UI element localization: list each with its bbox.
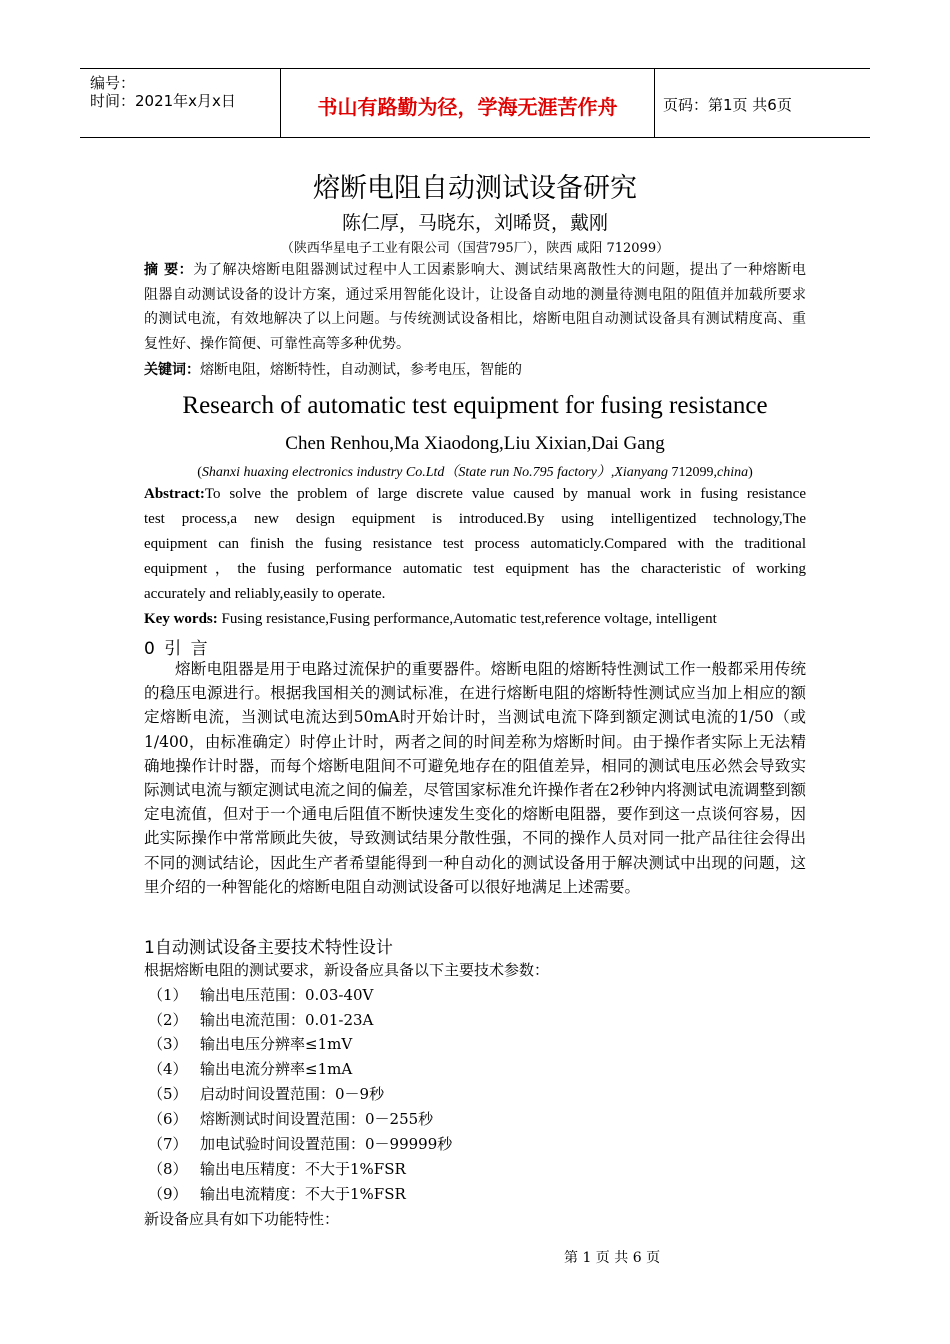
spec-item bbox=[148, 1058, 352, 1079]
spec-item bbox=[148, 1033, 352, 1054]
spec-item bbox=[148, 1108, 433, 1129]
abstract-en-line: accurately and reliably,easily to operate. bbox=[144, 586, 386, 602]
spec-item-text: 输出电压精度：不大于1%FSR bbox=[200, 1160, 406, 1178]
affiliation-en-country: china bbox=[717, 465, 749, 480]
abstract-en-line: equipment can finish the fusing resistance test process automaticly.Compared with the traditional bbox=[144, 536, 806, 552]
header-middle-cell bbox=[281, 69, 655, 137]
abstract-cn-line: 阻器自动测试设备的设计方案，通过采用智能化设计，让设备自动地的测量待测电阻的阻值并加载所要求 bbox=[144, 286, 806, 303]
spec-item-text: 输出电流分辨率≤1mA bbox=[200, 1060, 353, 1078]
number-label: 编号： bbox=[90, 74, 136, 92]
affiliation-en bbox=[0, 461, 950, 481]
header-motto: 书山有路勤为径，学海无涯苦作舟 bbox=[317, 95, 618, 119]
spec-item bbox=[148, 1083, 384, 1104]
spec-item-number: （1） bbox=[148, 986, 188, 1004]
spec-item-number: （7） bbox=[148, 1135, 188, 1153]
document-header bbox=[80, 68, 870, 138]
spec-item-text: 输出电压范围：0.03-40V bbox=[200, 986, 374, 1004]
affiliation-en-zip: 712099, bbox=[668, 465, 717, 480]
spec-item bbox=[148, 1158, 406, 1179]
spec-item bbox=[148, 1009, 373, 1030]
spec-item-text: 加电试验时间设置范围：0－99999秒 bbox=[200, 1135, 453, 1153]
spec-item-text: 熔断测试时间设置范围：0－255秒 bbox=[200, 1110, 434, 1128]
spec-item-text: 输出电流精度：不大于1%FSR bbox=[200, 1185, 406, 1203]
spec-item-text: 输出电压分辨率≤1mV bbox=[200, 1035, 353, 1053]
abstract-en bbox=[144, 482, 806, 607]
keywords-cn-text: 熔断电阻，熔断特性，自动测试，参考电压，智能的 bbox=[200, 362, 522, 378]
spec-item-number: （4） bbox=[148, 1060, 188, 1078]
spec-item-number: （3） bbox=[148, 1035, 188, 1053]
spec-item-number: （8） bbox=[148, 1160, 188, 1178]
title-en: Research of automatic test equipment for fusing resistance bbox=[182, 392, 768, 419]
abstract-en-line: equipment，the fusing performance automatic test equipment has the characteristic of working bbox=[144, 561, 806, 577]
header-right-cell bbox=[655, 69, 870, 137]
spec-item bbox=[148, 984, 373, 1005]
title-cn: 熔断电阻自动测试设备研究 bbox=[313, 173, 637, 204]
abstract-cn-text: 为了解决熔断电阻器测试过程中人工因素影响大、测试结果离散性大的问题，提出了一种熔断电 bbox=[193, 262, 807, 278]
authors-en: Chen Renhou,Ma Xiaodong,Liu Xixian,Dai Gang bbox=[285, 433, 665, 454]
abstract-cn bbox=[144, 258, 806, 356]
keywords-cn bbox=[144, 358, 522, 383]
keywords-en bbox=[144, 607, 717, 632]
affiliation-en-close: ) bbox=[748, 465, 753, 480]
time-label: 时间：2021年x月x日 bbox=[90, 92, 236, 110]
authors-cn: 陈仁厚，马晓东，刘晞贤，戴刚 bbox=[341, 212, 608, 234]
header-left-cell bbox=[80, 69, 281, 137]
spec-item-text: 输出电流范围：0.01-23A bbox=[200, 1011, 374, 1029]
spec-item-number: （2） bbox=[148, 1011, 188, 1029]
section-0-paragraph: 熔断电阻器是用于电路过流保护的重要器件。熔断电阻的熔断特性测试工作一般都采用传统的稳压电源进行。根据我国相关的测试标准，在进行熔断电阻的熔断特性测试应当加上相应的额定熔断电流，当测试电流达到50mA时开始计时，当测试电流下降到额定测试电流的1/50（或1/400，由标准确定）时停止计时，两者之间的时间差称为熔断时间。由于操作者实际上无法精确地操作计时器，而每个熔断电阻间不可避免地存在的阻值差异，相同的测试电压必然会导致实际测试电流与额定测试电流之间的偏差，尽管国家标准允许操作者在2秒钟内将测试电流调整到额定电流值，但对于一个通电后阻值不断快速发生变化的熔断电阻器，要作到这一点谈何容易，因此实际操作中常常顾此失彼，导致测试结果分散性强，不同的操作人员对同一批产品往往会得出不同的测试结论，因此生产者希望能得到一种自动化的测试设备用于解决测试中出现的问题，这里介绍的一种智能化的熔断电阻自动测试设备可以很好地满足上述需要。 bbox=[144, 660, 806, 896]
abstract-en-text: To solve the problem of large discrete value caused by manual work in fusing resistance bbox=[204, 486, 806, 502]
affiliation-cn: （陕西华星电子工业有限公司（国营795厂），陕西 咸阳 712099） bbox=[280, 241, 670, 256]
footer-page-number: 第 1 页 共 6 页 bbox=[564, 1250, 661, 1266]
spec-item-number: （9） bbox=[148, 1185, 188, 1203]
abstract-en-line bbox=[144, 482, 806, 507]
section-1-outro: 新设备应具有如下功能特性： bbox=[144, 1210, 340, 1228]
spec-item-text: 启动时间设置范围：0－9秒 bbox=[200, 1085, 385, 1103]
spec-item-number: （6） bbox=[148, 1110, 188, 1128]
header-page-label: 页码：第1页 共6页 bbox=[663, 96, 792, 114]
spec-item-number: （5） bbox=[148, 1085, 188, 1103]
abstract-cn-line: 的测试电流，有效地解决了以上问题。与传统测试设备相比，熔断电阻自动测试设备具有测试精度高、重 bbox=[144, 311, 806, 327]
spec-item bbox=[148, 1133, 452, 1154]
abstract-cn-line bbox=[144, 258, 806, 283]
section-0-heading: 0 引 言 bbox=[144, 639, 210, 659]
section-1-intro: 根据熔断电阻的测试要求，新设备应具备以下主要技术参数： bbox=[144, 961, 550, 979]
section-1-heading: 1自动测试设备主要技术特性设计 bbox=[144, 938, 393, 958]
abstract-cn-label: 摘 要： bbox=[144, 262, 194, 278]
affiliation-en-open: ( bbox=[197, 465, 202, 480]
spec-item bbox=[148, 1183, 406, 1204]
affiliation-en-org: Shanxi huaxing electronics industry Co.Ltd（State run No.795 factory）,Xianyang bbox=[201, 465, 668, 480]
keywords-en-text: Fusing resistance,Fusing performance,Automatic test,reference voltage, intelligent bbox=[217, 611, 717, 627]
abstract-en-line: test process,a new design equipment is introduced.By using intelligentized technology,The bbox=[144, 511, 806, 527]
keywords-en-label: Key words: bbox=[144, 611, 218, 627]
abstract-cn-line: 复性好、操作简便、可靠性高等多种优势。 bbox=[144, 335, 410, 352]
abstract-en-label: Abstract: bbox=[144, 486, 205, 502]
keywords-cn-label: 关键词： bbox=[144, 362, 200, 378]
